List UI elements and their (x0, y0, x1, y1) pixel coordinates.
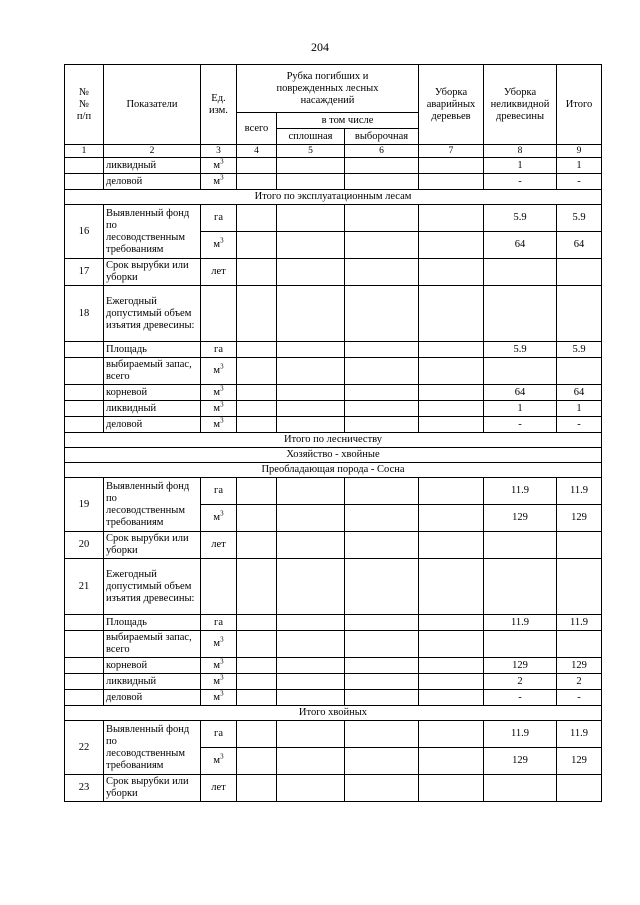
header-illiquid: Уборка неликвидной древесины (484, 65, 557, 145)
row-label: деловой (104, 417, 201, 433)
table-row (65, 690, 602, 706)
header-num: № № п/п (65, 65, 104, 145)
unit-cell: $м^3$ (201, 658, 237, 674)
table-row (65, 259, 602, 286)
page-number: 204 (311, 40, 329, 54)
value-cell: 11.9 (557, 721, 602, 748)
value-cell: - (557, 690, 602, 706)
table-row (65, 417, 602, 433)
table-row (65, 674, 602, 690)
table-row (65, 631, 602, 658)
table-row (65, 532, 602, 559)
unit-cell: $м^3$ (201, 417, 237, 433)
value-cell: 64 (484, 232, 557, 259)
row-number: 23 (65, 775, 104, 802)
table-row (65, 559, 602, 615)
value-cell: 129 (557, 505, 602, 532)
row-label: выбираемый запас, всего (104, 358, 201, 385)
unit-cell: га (201, 721, 237, 748)
unit-cell: $м^3$ (201, 232, 237, 259)
unit-cell: $м^3$ (201, 401, 237, 417)
unit-cell: лет (201, 532, 237, 559)
value-cell: - (484, 174, 557, 190)
value-cell: 11.9 (557, 478, 602, 505)
col-number: 5 (277, 145, 345, 158)
unit-cell: га (201, 478, 237, 505)
header-emergency: Уборка аварийных деревьев (419, 65, 484, 145)
row-label: Срок вырубки или уборки (104, 259, 201, 286)
unit-cell: лет (201, 775, 237, 802)
unit-cell: $м^3$ (201, 385, 237, 401)
row-label: Выявленный фонд по лесоводственным требованиям (104, 478, 201, 532)
col-number: 4 (237, 145, 277, 158)
row-label: ликвидный (104, 158, 201, 174)
unit-cell: лет (201, 259, 237, 286)
section-title: Итого по эксплуатационным лесам (65, 190, 602, 205)
table-row (65, 401, 602, 417)
value-cell: 11.9 (484, 721, 557, 748)
section-title: Хозяйство - хвойные (65, 448, 602, 463)
row-label: ликвидный (104, 674, 201, 690)
col-number: 3 (201, 145, 237, 158)
row-label: Срок вырубки или уборки (104, 532, 201, 559)
value-cell: 2 (484, 674, 557, 690)
header-indicators: Показатели (104, 65, 201, 145)
row-label: деловой (104, 690, 201, 706)
row-label: Выявленный фонд по лесоводственным требованиям (104, 721, 201, 775)
table-row (65, 158, 602, 174)
header-continuous: сплошная (277, 129, 345, 145)
row-label: корневой (104, 658, 201, 674)
row-number: 19 (65, 478, 104, 532)
unit-cell: $м^3$ (201, 158, 237, 174)
value-cell: 5.9 (557, 342, 602, 358)
table-row (65, 205, 602, 232)
value-cell: 129 (484, 748, 557, 775)
header-unit: Ед. изм. (201, 65, 237, 145)
value-cell: 129 (484, 658, 557, 674)
value-cell: 11.9 (484, 478, 557, 505)
value-cell: - (557, 174, 602, 190)
header-sum: Итого (557, 65, 602, 145)
value-cell: - (484, 690, 557, 706)
table-row (65, 342, 602, 358)
value-cell: 64 (557, 232, 602, 259)
unit-cell: $м^3$ (201, 174, 237, 190)
col-number: 9 (557, 145, 602, 158)
row-label: ликвидный (104, 401, 201, 417)
col-number: 8 (484, 145, 557, 158)
value-cell: - (484, 417, 557, 433)
row-number: 22 (65, 721, 104, 775)
value-cell: 5.9 (557, 205, 602, 232)
row-label: Площадь (104, 615, 201, 631)
value-cell: 129 (557, 658, 602, 674)
unit-cell: $м^3$ (201, 631, 237, 658)
table-row (65, 358, 602, 385)
row-label: Ежегодный допустимый объем изъятия древесины: (104, 559, 201, 615)
section-title: Итого по лесничеству (65, 433, 602, 448)
row-number: 21 (65, 559, 104, 615)
row-label: Выявленный фонд по лесоводственным требованиям (104, 205, 201, 259)
row-number: 20 (65, 532, 104, 559)
unit-cell: $м^3$ (201, 674, 237, 690)
unit-cell: га (201, 342, 237, 358)
value-cell: 1 (557, 158, 602, 174)
col-number: 2 (104, 145, 201, 158)
row-label: деловой (104, 174, 201, 190)
row-label: выбираемый запас, всего (104, 631, 201, 658)
value-cell: 5.9 (484, 205, 557, 232)
table-row (65, 385, 602, 401)
table-row (65, 721, 602, 748)
table-row (65, 478, 602, 505)
header-including: в том числе (277, 113, 419, 129)
value-cell: 5.9 (484, 342, 557, 358)
section-title: Преобладающая порода - Сосна (65, 463, 602, 478)
forestry-table (64, 64, 602, 802)
section-title: Итого хвойных (65, 706, 602, 721)
value-cell: 1 (484, 401, 557, 417)
unit-cell: $м^3$ (201, 748, 237, 775)
unit-cell: га (201, 205, 237, 232)
table-row (65, 775, 602, 802)
col-number: 6 (345, 145, 419, 158)
value-cell: 129 (557, 748, 602, 775)
value-cell: 1 (557, 401, 602, 417)
value-cell: 129 (484, 505, 557, 532)
row-label: Ежегодный допустимый объем изъятия древесины: (104, 286, 201, 342)
value-cell: 11.9 (557, 615, 602, 631)
header-felling: Рубка погибших и поврежденных лесных насаждений (237, 65, 419, 113)
row-label: Площадь (104, 342, 201, 358)
unit-cell: $м^3$ (201, 505, 237, 532)
header-selective: выборочная (345, 129, 419, 145)
table-row (65, 174, 602, 190)
value-cell: 2 (557, 674, 602, 690)
value-cell: 64 (484, 385, 557, 401)
value-cell: 11.9 (484, 615, 557, 631)
row-number: 17 (65, 259, 104, 286)
row-label: Срок вырубки или уборки (104, 775, 201, 802)
unit-cell: $м^3$ (201, 358, 237, 385)
col-number: 7 (419, 145, 484, 158)
table-row (65, 286, 602, 342)
unit-cell: $м^3$ (201, 690, 237, 706)
table-row (65, 615, 602, 631)
col-number: 1 (65, 145, 104, 158)
row-label: корневой (104, 385, 201, 401)
unit-cell: га (201, 615, 237, 631)
row-number: 16 (65, 205, 104, 259)
value-cell: 64 (557, 385, 602, 401)
header-total: всего (237, 113, 277, 145)
row-number: 18 (65, 286, 104, 342)
value-cell: 1 (484, 158, 557, 174)
table-row (65, 658, 602, 674)
value-cell: - (557, 417, 602, 433)
